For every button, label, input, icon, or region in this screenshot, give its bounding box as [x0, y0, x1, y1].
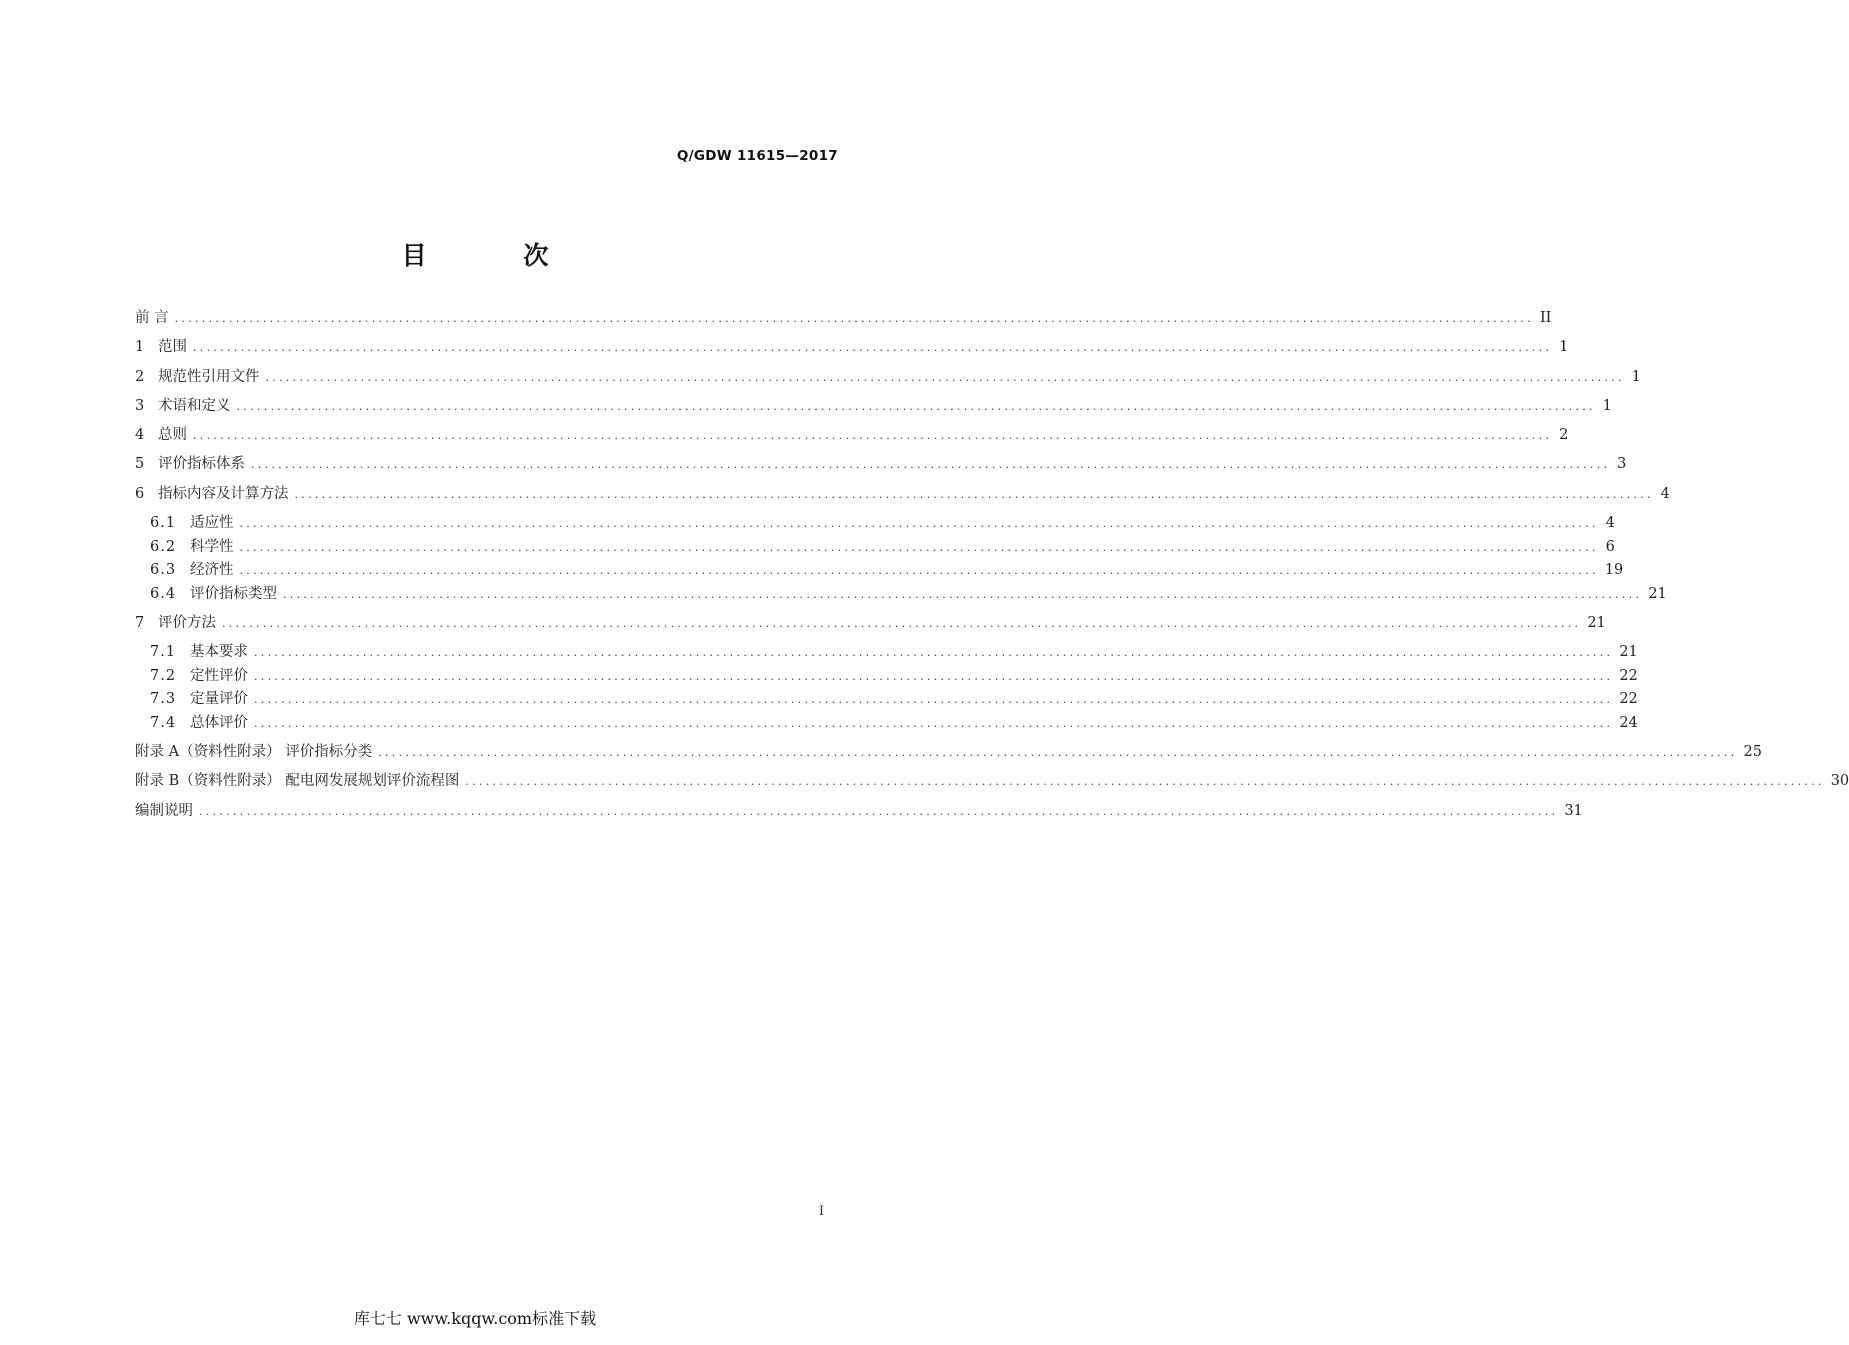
toc-entry-number: 6.4	[150, 585, 177, 602]
toc-entry-page: II	[1539, 310, 1552, 326]
toc-entry-label: 评价指标类型	[190, 585, 277, 602]
toc-entry[interactable]	[135, 536, 1615, 560]
toc-entry-page: 24	[1619, 714, 1638, 731]
toc-entry[interactable]	[135, 800, 1583, 824]
toc-entry-page: 2	[1559, 427, 1569, 444]
toc-entry-label: 编制说明	[135, 802, 193, 819]
toc-entry-number: 3	[135, 397, 145, 414]
toc-dot-leader: ........................................................................................................................................................................................................	[222, 616, 1582, 630]
toc-entry-number: 7.3	[150, 691, 177, 708]
toc-entry-page: 3	[1617, 456, 1627, 473]
toc-entry[interactable]	[135, 688, 1638, 712]
toc-entry[interactable]	[135, 512, 1615, 536]
toc-dot-leader: ........................................................................................................................................................................................................	[254, 669, 1614, 683]
toc-entry-label: 经济性	[190, 562, 234, 579]
toc-dot-leader: ........................................................................................................................................................................................................	[254, 716, 1614, 730]
toc-entry-page: 1	[1559, 339, 1569, 356]
toc-dot-leader: ........................................................................................................................................................................................................	[254, 693, 1614, 707]
toc-entry-page: 21	[1648, 585, 1667, 602]
toc-entry[interactable]	[135, 366, 1641, 390]
toc-entry-number: 7	[135, 614, 145, 631]
toc-dot-leader: ........................................................................................................................................................................................................	[239, 540, 1599, 554]
table-of-contents	[135, 307, 1849, 823]
toc-entry-number: 6.3	[150, 562, 177, 579]
toc-dot-leader: ........................................................................................................................................................................................................	[199, 804, 1559, 818]
toc-entry-label: 附录 B（资料性附录） 配电网发展规划评价流程图	[135, 773, 460, 790]
toc-entry-number: 6.2	[150, 538, 177, 555]
toc-entry-page: 4	[1660, 485, 1670, 502]
toc-dot-leader: ........................................................................................................................................................................................................	[251, 458, 1611, 472]
toc-entry[interactable]	[135, 741, 1762, 765]
toc-entry[interactable]	[135, 307, 1552, 331]
toc-entry[interactable]	[135, 483, 1670, 507]
toc-entry-number: 1	[135, 339, 145, 356]
toc-entry-page: 1	[1631, 368, 1641, 385]
toc-entry-number: 4	[135, 427, 145, 444]
toc-entry-page: 19	[1604, 562, 1624, 579]
footer-watermark: 库七七 www.kqqw.com标准下载	[353, 1309, 597, 1328]
toc-dot-leader: ........................................................................................................................................................................................................	[294, 487, 1654, 501]
toc-entry-number: 7.2	[150, 667, 177, 684]
toc-entry-number: 6.1	[150, 515, 177, 532]
toc-entry[interactable]	[135, 583, 1667, 607]
toc-entry-page: 22	[1619, 691, 1638, 708]
toc-entry[interactable]	[135, 770, 1849, 794]
toc-dot-leader: ........................................................................................................................................................................................................	[193, 429, 1553, 443]
toc-dot-leader: ........................................................................................................................................................................................................	[265, 370, 1625, 384]
toc-entry-label: 定性评价	[190, 667, 248, 684]
document-code: Q/GDW 11615—2017	[676, 148, 838, 164]
toc-entry-label: 指标内容及计算方法	[158, 485, 289, 502]
toc-entry-page: 21	[1619, 644, 1638, 661]
toc-entry-label: 范围	[158, 339, 187, 356]
toc-dot-leader: ........................................................................................................................................................................................................	[378, 745, 1738, 759]
toc-dot-leader: ........................................................................................................................................................................................................	[254, 646, 1614, 660]
toc-entry-page: 31	[1564, 802, 1583, 819]
toc-entry-label: 前 言	[135, 310, 169, 326]
toc-entry[interactable]	[135, 612, 1606, 636]
toc-dot-leader: ........................................................................................................................................................................................................	[174, 312, 1534, 325]
toc-entry-label: 评价方法	[158, 614, 216, 631]
toc-entry-number: 7.4	[150, 714, 177, 731]
toc-entry-label: 基本要求	[190, 644, 248, 661]
toc-title: 目 次	[401, 241, 593, 270]
toc-entry[interactable]	[135, 559, 1624, 583]
toc-dot-leader: ........................................................................................................................................................................................................	[236, 399, 1596, 413]
toc-entry[interactable]	[135, 424, 1569, 448]
toc-entry-page: 25	[1743, 743, 1762, 760]
toc-entry-label: 规范性引用文件	[158, 368, 260, 385]
toc-entry[interactable]	[135, 665, 1638, 689]
toc-dot-leader: ........................................................................................................................................................................................................	[465, 775, 1825, 789]
toc-dot-leader: ........................................................................................................................................................................................................	[239, 517, 1599, 531]
toc-entry-page: 30	[1830, 773, 1849, 790]
toc-entry[interactable]	[135, 712, 1638, 736]
toc-entry[interactable]	[135, 336, 1569, 360]
toc-entry-label: 总则	[158, 427, 187, 444]
toc-entry-page: 21	[1587, 614, 1606, 631]
toc-entry-number: 7.1	[150, 644, 177, 661]
toc-entry-number: 6	[135, 485, 145, 502]
toc-entry-label: 评价指标体系	[158, 456, 245, 473]
toc-dot-leader: ........................................................................................................................................................................................................	[283, 587, 1643, 601]
toc-entry-label: 适应性	[190, 515, 234, 532]
toc-entry-label: 术语和定义	[158, 397, 231, 414]
toc-entry-page: 1	[1602, 397, 1612, 414]
toc-entry[interactable]	[135, 641, 1638, 665]
toc-dot-leader: ........................................................................................................................................................................................................	[239, 564, 1599, 578]
toc-entry-label: 附录 A（资料性附录） 评价指标分类	[135, 743, 373, 760]
toc-entry-label: 科学性	[190, 538, 234, 555]
toc-entry-page: 6	[1605, 538, 1615, 555]
toc-entry-page: 22	[1619, 667, 1638, 684]
toc-entry-page: 4	[1605, 515, 1615, 532]
toc-dot-leader: ........................................................................................................................................................................................................	[193, 341, 1553, 355]
page-number: I	[818, 1204, 824, 1219]
toc-entry-number: 5	[135, 456, 145, 473]
toc-entry[interactable]	[135, 395, 1612, 419]
toc-entry[interactable]	[135, 453, 1627, 477]
toc-entry-label: 总体评价	[190, 714, 248, 731]
toc-entry-number: 2	[135, 368, 145, 385]
toc-entry-label: 定量评价	[190, 691, 248, 708]
